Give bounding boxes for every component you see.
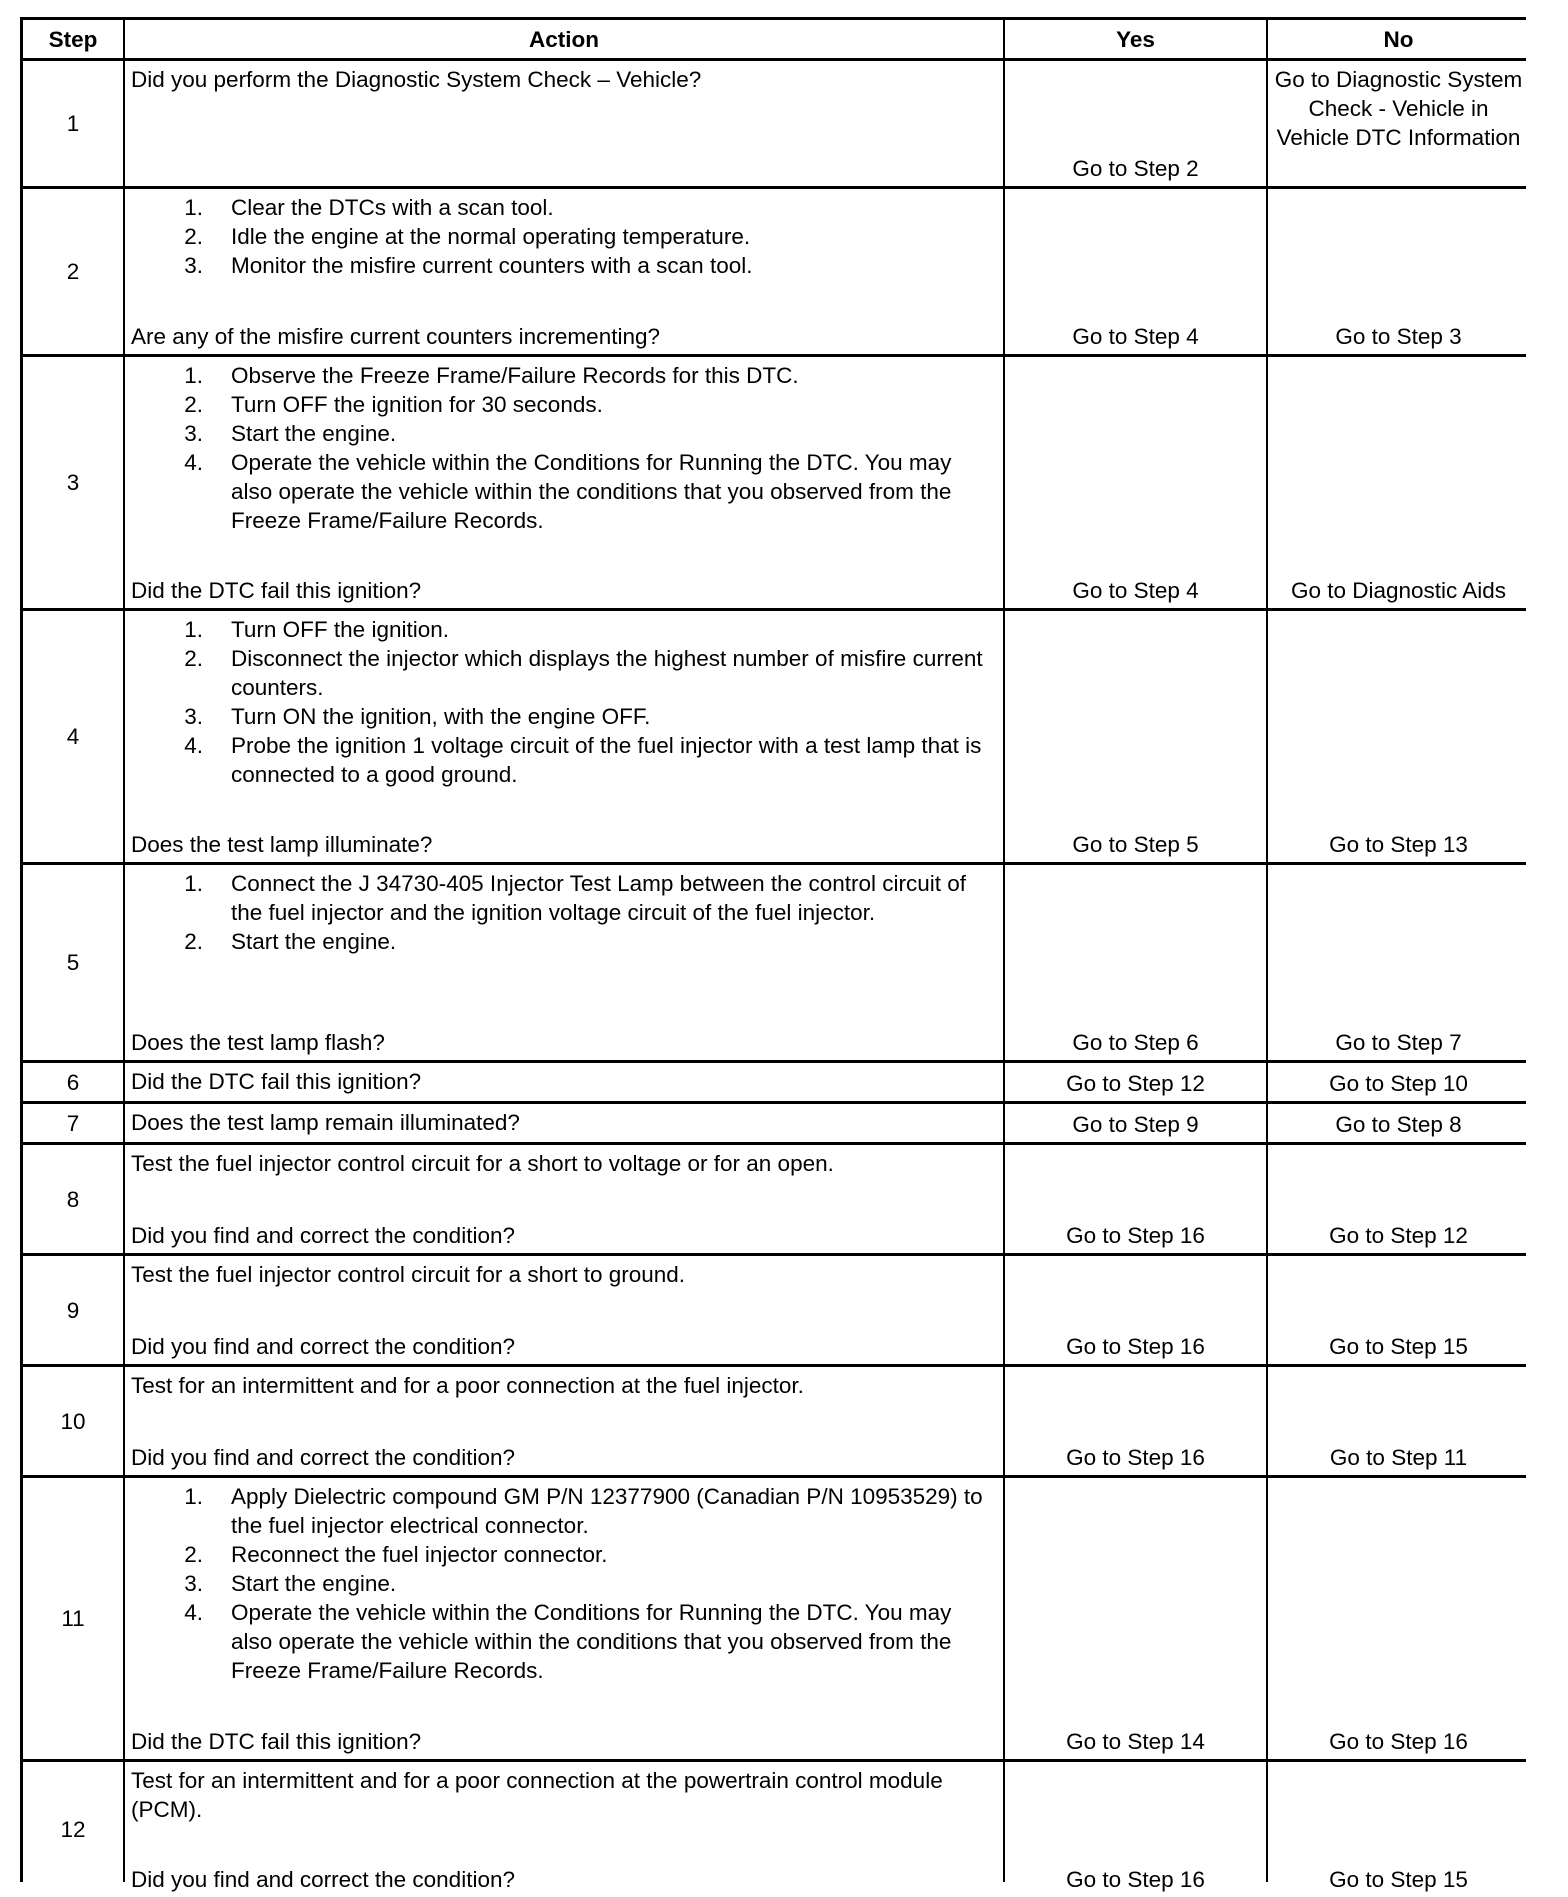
yes-text: Go to Step 16 [1066, 1867, 1205, 1892]
instruction-text: Operate the vehicle within the Conditions for Running the DTC. You may also operate the vehicle within the conditions that you observed from the Freeze Frame/Failure Records. [231, 1600, 952, 1683]
action-intro: Did you perform the Diagnostic System Check – Vehicle? [131, 67, 702, 92]
instruction-text: Operate the vehicle within the Conditions for Running the DTC. You may also operate the vehicle within the conditions that you observed from the Freeze Frame/Failure Records. [231, 450, 952, 533]
action-instructions [131, 1482, 997, 1727]
action-instructions [131, 615, 997, 830]
step-number: 10 [23, 1367, 123, 1475]
yes-outcome [1005, 1367, 1266, 1475]
action-intro: Test for an intermittent and for a poor connection at the fuel injector. [131, 1373, 804, 1398]
action-instructions [131, 1260, 997, 1332]
instruction-item [131, 869, 997, 927]
no-outcome [1268, 1145, 1529, 1253]
yes-outcome [1005, 1256, 1266, 1364]
action-intro: Test the fuel injector control circuit for a short to ground. [131, 1262, 686, 1287]
action-question: Did the DTC fail this ignition? [131, 1729, 422, 1754]
instruction-item [131, 193, 997, 222]
no-outcome [1268, 865, 1529, 1060]
instruction-number: 1. [184, 871, 203, 896]
action-intro: Did the DTC fail this ignition? [131, 1069, 422, 1094]
instruction-text: Start the engine. [231, 929, 397, 954]
instruction-item [131, 1569, 997, 1598]
instruction-list [131, 193, 997, 280]
header-action: Action [125, 20, 1003, 58]
instruction-text: Disconnect the injector which displays the highest number of misfire current counters. [231, 646, 983, 700]
instruction-number: 1. [184, 1484, 203, 1509]
no-outcome [1268, 357, 1529, 608]
no-text: Go to Step 13 [1329, 832, 1468, 857]
no-text: Go to Step 15 [1329, 1334, 1468, 1359]
instruction-list [131, 615, 997, 789]
step-number: 7 [23, 1104, 123, 1142]
instruction-number: 2. [184, 646, 203, 671]
action-question: Did you find and correct the condition? [131, 1867, 515, 1892]
yes-text: Go to Step 4 [1072, 578, 1199, 603]
step-number: 6 [23, 1063, 123, 1101]
action-question: Did the DTC fail this ignition? [131, 578, 422, 603]
diagnostic-table [20, 17, 1526, 1892]
step-number: 12 [23, 1762, 123, 1897]
instruction-number: 1. [184, 195, 203, 220]
no-text: Go to Step 16 [1329, 1729, 1468, 1754]
yes-outcome [1005, 61, 1266, 186]
instruction-item [131, 251, 997, 280]
yes-outcome [1005, 1762, 1266, 1897]
yes-text: Go to Step 16 [1066, 1445, 1205, 1470]
header-no: No [1268, 20, 1529, 58]
yes-outcome [1005, 1145, 1266, 1253]
yes-text: Go to Step 16 [1066, 1223, 1205, 1248]
instruction-item [131, 1598, 997, 1685]
instruction-item [131, 927, 997, 956]
action-instructions [131, 65, 997, 183]
yes-text: Go to Step 14 [1066, 1729, 1205, 1754]
instruction-text: Turn ON the ignition, with the engine OFF. [231, 704, 651, 729]
instruction-number: 3. [184, 253, 203, 278]
action-cell [125, 357, 1003, 608]
no-text: Go to Step 8 [1335, 1112, 1462, 1137]
no-outcome [1268, 61, 1529, 186]
instruction-item [131, 222, 997, 251]
action-cell [125, 1104, 1003, 1142]
no-text: Go to Step 7 [1335, 1030, 1462, 1055]
yes-text: Go to Step 9 [1072, 1112, 1199, 1137]
instruction-text: Probe the ignition 1 voltage circuit of the fuel injector with a test lamp that is connected to a good ground. [231, 733, 982, 787]
yes-text: Go to Step 16 [1066, 1334, 1205, 1359]
instruction-text: Idle the engine at the normal operating temperature. [231, 224, 751, 249]
yes-text: Go to Step 12 [1066, 1071, 1205, 1096]
yes-text: Go to Step 4 [1072, 324, 1199, 349]
header-yes: Yes [1005, 20, 1266, 58]
action-cell [125, 61, 1003, 186]
step-number: 9 [23, 1256, 123, 1364]
instruction-number: 3. [184, 421, 203, 446]
no-text: Go to Step 11 [1329, 1445, 1468, 1470]
instruction-number: 1. [184, 617, 203, 642]
instruction-number: 1. [184, 363, 203, 388]
instruction-text: Connect the J 34730-405 Injector Test Lamp between the control circuit of the fuel injector and the ignition voltage circuit of the fuel injector. [231, 871, 967, 925]
no-outcome [1268, 1104, 1529, 1142]
instruction-list [131, 361, 997, 535]
action-intro: Test for an intermittent and for a poor connection at the powertrain control module (PCM). [131, 1768, 943, 1822]
no-outcome [1268, 1762, 1529, 1897]
instruction-number: 4. [184, 1600, 203, 1625]
instruction-item [131, 702, 997, 731]
action-instructions [131, 1067, 997, 1098]
yes-outcome [1005, 611, 1266, 862]
no-outcome [1268, 1367, 1529, 1475]
action-cell [125, 189, 1003, 354]
action-instructions [131, 361, 997, 576]
instruction-item [131, 731, 997, 789]
instruction-number: 4. [184, 450, 203, 475]
action-cell [125, 1367, 1003, 1475]
action-question: Are any of the misfire current counters incrementing? [131, 324, 660, 349]
step-number: 3 [23, 357, 123, 608]
instruction-item [131, 1482, 997, 1540]
yes-outcome [1005, 189, 1266, 354]
instruction-item [131, 1540, 997, 1569]
step-number: 11 [23, 1478, 123, 1759]
no-outcome [1268, 611, 1529, 862]
instruction-text: Start the engine. [231, 421, 397, 446]
no-outcome [1268, 1063, 1529, 1101]
action-cell [125, 611, 1003, 862]
instruction-number: 3. [184, 1571, 203, 1596]
yes-text: Go to Step 2 [1072, 156, 1199, 181]
action-instructions [131, 869, 997, 1028]
step-number: 1 [23, 61, 123, 186]
action-question: Did you find and correct the condition? [131, 1223, 515, 1248]
instruction-item [131, 644, 997, 702]
no-text: Go to Step 3 [1335, 324, 1462, 349]
instruction-item [131, 361, 997, 390]
instruction-list [131, 869, 997, 956]
action-cell [125, 1478, 1003, 1759]
yes-text: Go to Step 5 [1072, 832, 1199, 857]
step-number: 4 [23, 611, 123, 862]
yes-text: Go to Step 6 [1072, 1030, 1199, 1055]
action-cell [125, 1145, 1003, 1253]
instruction-text: Turn OFF the ignition. [231, 617, 450, 642]
action-intro: Does the test lamp remain illuminated? [131, 1110, 520, 1135]
no-outcome [1268, 1256, 1529, 1364]
instruction-list [131, 1482, 997, 1685]
no-text: Go to Step 12 [1329, 1223, 1468, 1248]
step-number: 8 [23, 1145, 123, 1253]
instruction-text: Monitor the misfire current counters with a scan tool. [231, 253, 753, 278]
no-outcome [1268, 189, 1529, 354]
no-outcome [1268, 1478, 1529, 1759]
instruction-text: Start the engine. [231, 1571, 397, 1596]
yes-outcome [1005, 1478, 1266, 1759]
instruction-number: 2. [184, 929, 203, 954]
no-text: Go to Diagnostic System Check - Vehicle in Vehicle DTC Information [1274, 67, 1523, 150]
action-instructions [131, 1149, 997, 1221]
action-cell [125, 865, 1003, 1060]
action-question: Does the test lamp flash? [131, 1030, 385, 1055]
action-instructions [131, 1108, 997, 1139]
yes-outcome [1005, 1104, 1266, 1142]
instruction-item [131, 419, 997, 448]
instruction-text: Turn OFF the ignition for 30 seconds. [231, 392, 603, 417]
action-cell [125, 1762, 1003, 1897]
instruction-text: Reconnect the fuel injector connector. [231, 1542, 608, 1567]
instruction-text: Observe the Freeze Frame/Failure Records for this DTC. [231, 363, 799, 388]
yes-outcome [1005, 357, 1266, 608]
instruction-item [131, 615, 997, 644]
step-number: 5 [23, 865, 123, 1060]
instruction-number: 2. [184, 224, 203, 249]
instruction-number: 2. [184, 1542, 203, 1567]
action-question: Does the test lamp illuminate? [131, 832, 433, 857]
yes-outcome [1005, 865, 1266, 1060]
action-instructions [131, 1371, 997, 1443]
instruction-number: 3. [184, 704, 203, 729]
header-step: Step [23, 20, 123, 58]
action-intro: Test the fuel injector control circuit for a short to voltage or for an open. [131, 1151, 834, 1176]
step-number: 2 [23, 189, 123, 354]
no-text: Go to Diagnostic Aids [1290, 578, 1507, 603]
action-question: Did you find and correct the condition? [131, 1445, 515, 1470]
instruction-item [131, 390, 997, 419]
action-cell [125, 1256, 1003, 1364]
no-text: Go to Step 15 [1329, 1867, 1468, 1892]
yes-outcome [1005, 1063, 1266, 1101]
instruction-number: 2. [184, 392, 203, 417]
instruction-text: Apply Dielectric compound GM P/N 12377900 (Canadian P/N 10953529) to the fuel injector electrical connector. [231, 1484, 983, 1538]
action-question: Did you find and correct the condition? [131, 1334, 515, 1359]
instruction-text: Clear the DTCs with a scan tool. [231, 195, 554, 220]
action-instructions [131, 193, 997, 322]
action-instructions [131, 1766, 997, 1865]
instruction-item [131, 448, 997, 535]
action-cell [125, 1063, 1003, 1101]
instruction-number: 4. [184, 733, 203, 758]
no-text: Go to Step 10 [1329, 1071, 1468, 1096]
